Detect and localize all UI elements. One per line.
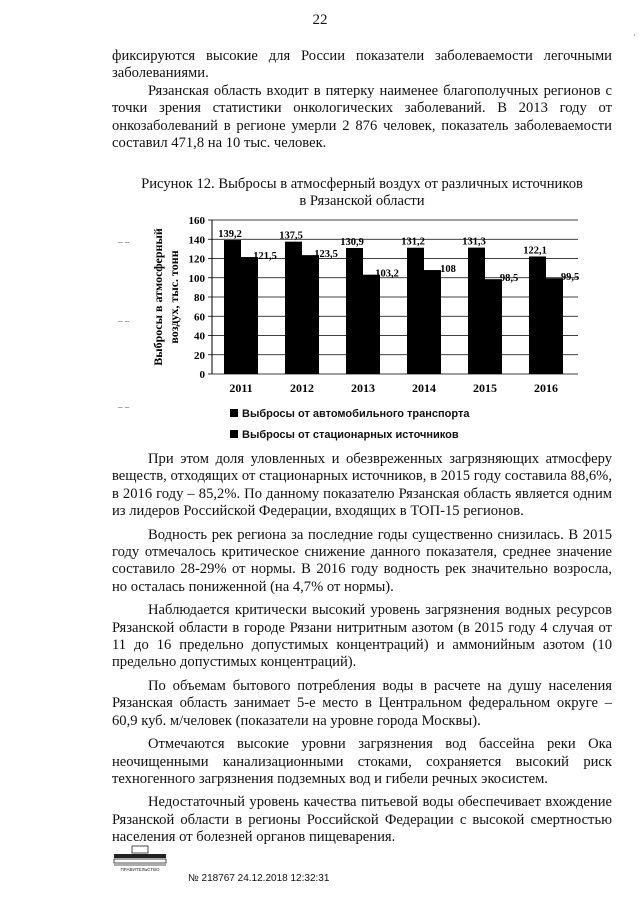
figure-title-line2: в Рязанской области (299, 193, 425, 209)
y-tick-label: 60 (194, 311, 205, 324)
bar-stationary (302, 255, 319, 374)
bar-transport (407, 248, 424, 374)
data-label: 137,5 (279, 230, 303, 242)
legend-label-stationary: Выбросы от стационарных источников (242, 429, 459, 441)
document-code: № 218767 24.12.2018 12:32:31 (188, 873, 330, 884)
data-label: 121,5 (253, 251, 277, 263)
emissions-bar-chart (140, 214, 580, 400)
y-tick-label: 120 (188, 253, 205, 266)
paragraph-6: По объемам бытового потребления воды в расчете на душу населения Рязанская область занимает 5-е место в Центральном федеральном округе – 60,9 куб. м/человек (показатели на уровне города Москвы). (112, 677, 612, 729)
bar-transport (346, 248, 363, 374)
data-label: 98,5 (499, 273, 519, 285)
data-label: 130,9 (340, 237, 364, 249)
x-tick-label: 2011 (229, 381, 253, 395)
bar-stationary (546, 278, 563, 374)
top-text (112, 48, 612, 152)
data-label: 131,3 (462, 236, 486, 248)
government-logo (112, 845, 168, 873)
data-label: 123,5 (314, 249, 338, 261)
paragraph-8: Недостаточный уровень качества питьевой воды обеспечивает вхождение Рязанской области в регионы Российской Федерации с высокой смертностью населения от болезней органов пищеварения. (112, 794, 612, 846)
y-axis-label (151, 228, 181, 366)
figure-title-line1: Рисунок 12. Выбросы в атмосферный воздух от различных источников (141, 176, 583, 192)
y-axis-label-line2: воздух, тыс. тонн (167, 250, 181, 344)
y-tick-label: 20 (194, 349, 205, 362)
y-tick-label: 0 (199, 369, 205, 381)
paragraph-4: Водность рек региона за последние годы существенно снизилась. В 2015 году отмечалось критическое снижение данного показателя, среднее значение составило 28-29% от нормы. В 2016 году водность рек значительно возросла, но осталась пониженной (на 4,7% от нормы). (112, 526, 612, 595)
margin-dash-icon: – – (118, 316, 130, 326)
margin-mark-icon: · (633, 30, 636, 40)
x-tick-label: 2013 (351, 381, 375, 395)
y-tick-label: 100 (188, 272, 205, 285)
data-label: 131,2 (401, 236, 425, 248)
y-tick-label: 160 (188, 215, 205, 227)
legend-item-stationary (230, 429, 459, 441)
x-tick-label: 2016 (534, 381, 558, 395)
x-tick-label: 2015 (473, 381, 497, 395)
paragraph-2: Рязанская область входит в пятерку наименее благополучных регионов с точки зрения статистики онкологических заболеваний. В 2013 году от онкозаболеваний в регионе умерли 2 876 человек, показатель заболеваемости составил 471,8 на 10 тыс. человек. (112, 82, 612, 152)
paragraph-5: Наблюдается критически высокий уровень загрязнения водных ресурсов Рязанской области в городе Рязани нитритным азотом (в 2015 году 4 случая от 11 до 16 предельно допустимых концентраций) и аммонийным азотом (10 предельно допустимых концентраций). (112, 602, 612, 671)
data-label: 99,5 (560, 272, 580, 284)
y-tick-label: 80 (194, 292, 205, 304)
data-label: 108 (440, 264, 456, 276)
margin-dash-icon: – – (118, 237, 130, 247)
paragraph-1: фиксируются высокие для России показатели заболеваемости легочными заболеваниями. (112, 48, 612, 82)
x-tick-label: 2014 (412, 381, 436, 395)
logo-text: ПРАВИТЕЛЬСТВО (120, 867, 160, 872)
page-number: 22 (312, 12, 328, 28)
bar-transport (468, 248, 485, 374)
bar-transport (224, 240, 241, 374)
bar-stationary (363, 275, 380, 374)
paragraph-7: Отмечаются высокие уровни загрязнения вод бассейна реки Ока неочищенными канализационными стоками, сохраняется высокий риск техногенного загрязнения подземных вод и гибели речных экосистем. (112, 736, 612, 787)
bar-transport (285, 242, 302, 374)
margin-dash-icon: – – (118, 402, 130, 412)
legend-swatch-icon (230, 430, 238, 438)
bar-stationary (424, 270, 441, 374)
bottom-text (112, 451, 612, 847)
legend-label-transport: Выбросы от автомобильного транспорта (242, 408, 470, 420)
y-axis-label-line1: Выбросы в атмосферный (151, 228, 165, 366)
bar-stationary (485, 279, 502, 374)
figure-title (112, 176, 612, 210)
legend-swatch-icon (230, 409, 238, 417)
bar-stationary (241, 257, 258, 374)
bar-transport (529, 256, 546, 374)
legend-item-transport (230, 408, 469, 420)
y-tick-label: 40 (194, 330, 205, 343)
data-label: 103,2 (375, 268, 399, 280)
paragraph-3: При этом доля уловленных и обезвреженных загрязняющих атмосферу веществ, отходящих от стационарных источников, в 2015 году составила 88,6%, в 2016 году – 85,2%. По данному показателю Рязанская область является одним из лидеров Российской Федерации, входящих в ТОП-15 регионов. (112, 451, 612, 520)
y-tick-label: 140 (188, 234, 205, 247)
data-label: 122,1 (523, 245, 547, 257)
data-label: 139,2 (218, 229, 242, 241)
x-tick-label: 2012 (290, 381, 314, 395)
